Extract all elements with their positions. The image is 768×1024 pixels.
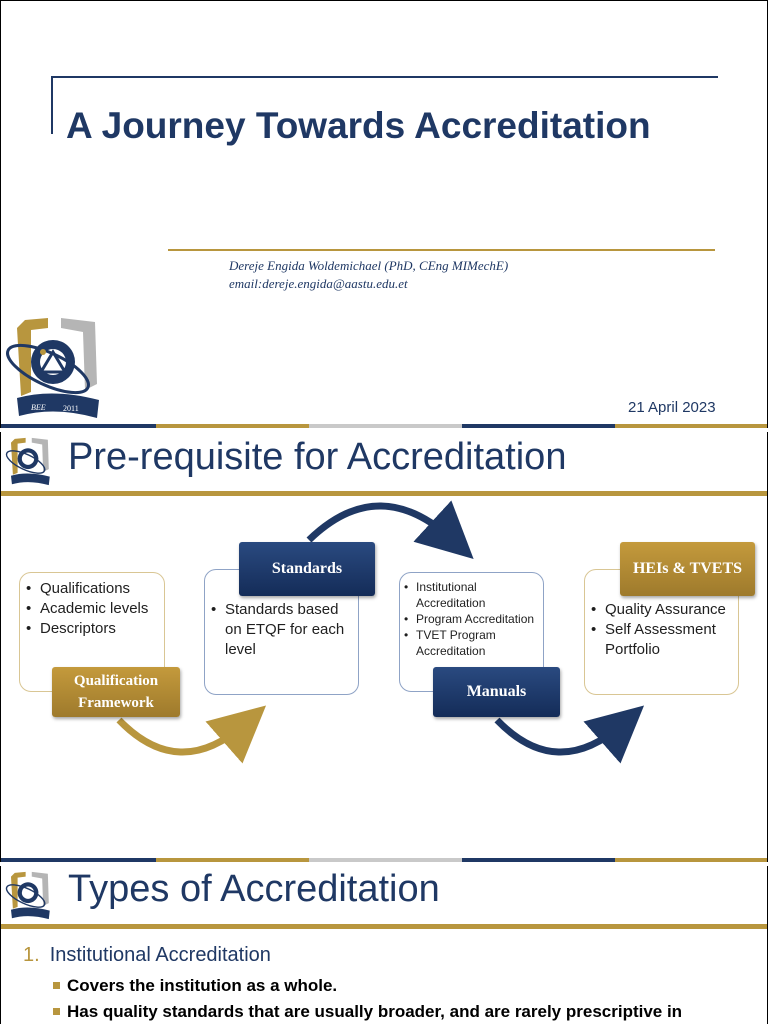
seal-banner-text: BEE: [31, 403, 46, 412]
presentation-title: A Journey Towards Accreditation: [66, 105, 651, 146]
author-name: Dereje Engida Woldemichael (PhD, CEng MIMechE): [229, 258, 509, 273]
accreditation-types-list: [23, 944, 763, 1024]
list-item: • Standards based on ETQF for each level: [211, 600, 352, 660]
list-item: • Institutional Accreditation: [404, 579, 539, 611]
list-item: • Self Assessment Portfolio: [591, 620, 734, 660]
list-item: Covers the institution as a whole.: [53, 973, 763, 999]
slide-divider: [1, 858, 768, 862]
list-number: 1.: [23, 944, 40, 966]
slide-title: Pre-requisite for Accreditation: [68, 436, 567, 478]
university-seal-icon: [4, 870, 52, 922]
list-item: • Qualifications: [26, 579, 164, 599]
list-item: [23, 944, 763, 967]
step-label: Manuals: [433, 667, 560, 717]
step-label: Standards: [239, 542, 375, 596]
slide-divider: [1, 424, 768, 428]
sub-list: [53, 973, 763, 1024]
author-divider: [168, 249, 715, 251]
author-block: [229, 257, 508, 293]
list-item-label: Institutional Accreditation: [49, 944, 271, 966]
curved-arrow-icon: [309, 506, 453, 540]
list-item: • Descriptors: [26, 619, 164, 639]
curved-arrow-icon: [119, 720, 245, 752]
author-email: email:dereje.engida@aastu.edu.et: [229, 276, 408, 291]
step-label: HEIs & TVETS: [620, 542, 755, 596]
title-slide: [0, 0, 768, 428]
list-item: • TVET Program Accreditation: [404, 627, 539, 659]
list-item: • Quality Assurance: [591, 600, 734, 620]
types-slide: [0, 866, 768, 1024]
list-item: Has quality standards that are usually broader, and are rarely prescriptive in: [53, 999, 763, 1024]
presentation-date: 21 April 2023: [628, 399, 716, 416]
title-frame-line: [51, 76, 718, 78]
university-seal-icon: [3, 314, 103, 424]
step-label: Qualification Framework: [52, 667, 180, 717]
curved-arrow-icon: [497, 720, 623, 752]
title-frame-line: [51, 76, 53, 134]
title-underline: [1, 924, 767, 929]
list-item: • Program Accreditation: [404, 611, 539, 627]
list-item: • Academic levels: [26, 599, 164, 619]
seal-banner-year: 2011: [63, 404, 79, 413]
prerequisite-slide: [0, 432, 768, 862]
slide-title: Types of Accreditation: [68, 868, 440, 910]
